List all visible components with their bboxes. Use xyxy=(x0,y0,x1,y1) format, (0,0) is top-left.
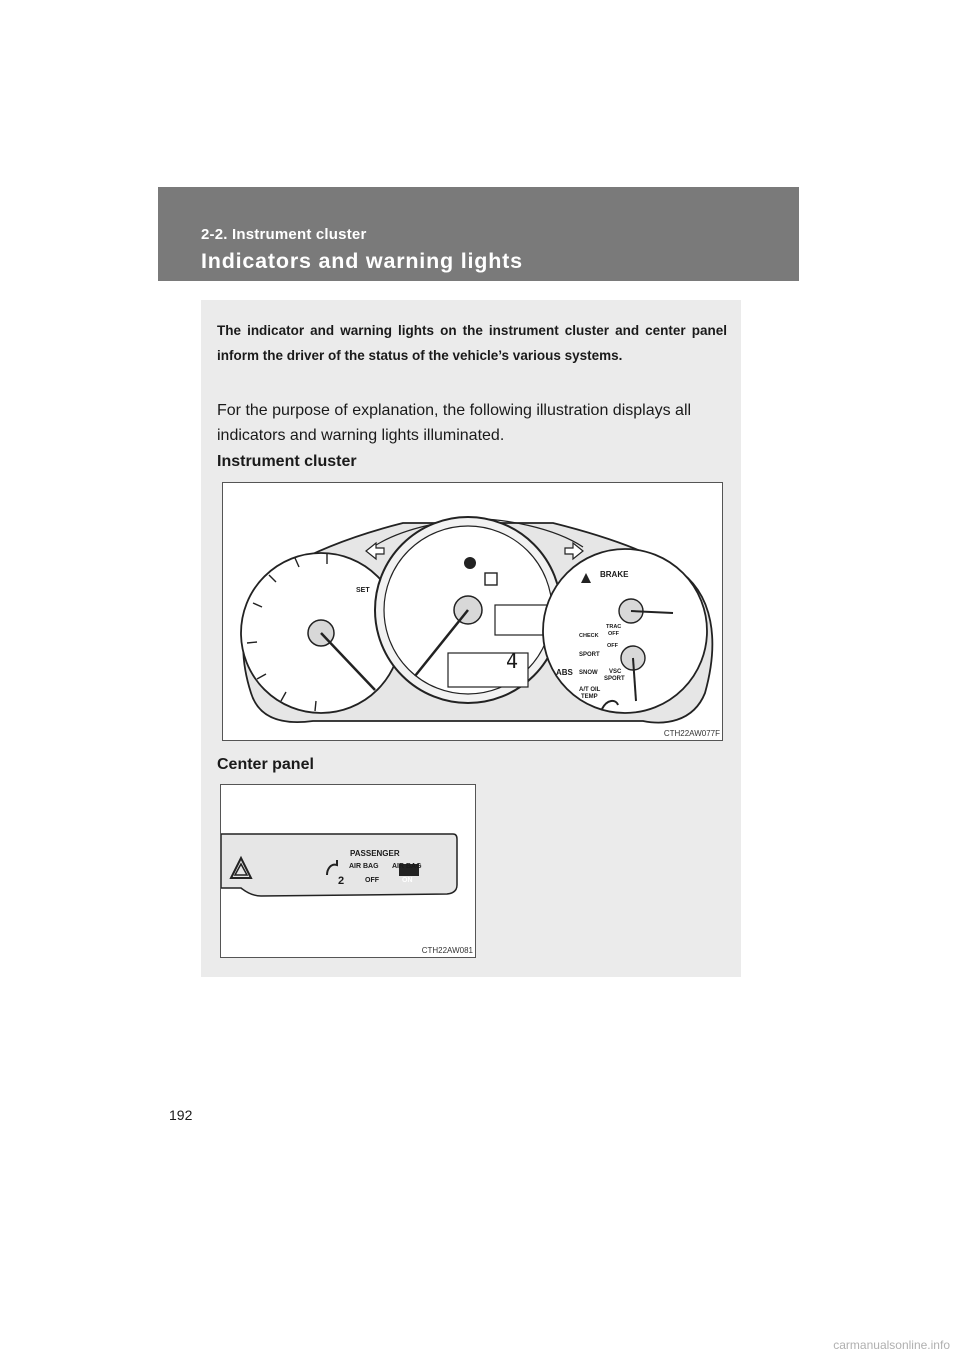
set-label: SET xyxy=(356,587,370,594)
instrument-cluster-figure xyxy=(222,482,723,741)
passenger-label: PASSENGER xyxy=(350,849,400,858)
odometer-display xyxy=(495,605,547,635)
sport-label: SPORT xyxy=(579,652,600,658)
snow-label: SNOW xyxy=(579,670,598,676)
airbag-label-left: AIR BAG xyxy=(349,863,379,870)
center-panel-heading: Center panel xyxy=(217,756,314,773)
instrument-cluster-heading: Instrument cluster xyxy=(217,453,357,470)
seat-number: 2 xyxy=(338,875,345,887)
abs-label: ABS xyxy=(556,668,573,677)
trac-off-label: OFF xyxy=(608,631,619,637)
center-panel-illustration xyxy=(221,785,476,958)
page-title: Indicators and warning lights xyxy=(201,249,523,273)
airbag-off-label: OFF xyxy=(365,877,379,884)
airbag-label-right: AIR BAG xyxy=(392,863,422,870)
section-label: 2-2. Instrument cluster xyxy=(201,226,367,243)
airbag-on-label: ON xyxy=(402,877,413,884)
trac-label: TRAC xyxy=(606,624,622,630)
intro-bold-text: The indicator and warning lights on the instrument cluster and center panel inform the driver of the status of the vehicle’s various systems. xyxy=(217,323,727,363)
vsc-off-label: OFF xyxy=(607,643,618,649)
intro-normal-text: For the purpose of explanation, the following illustration displays all indicators and warning lights illuminated. xyxy=(217,402,692,444)
vsc-label: VSC xyxy=(609,669,622,675)
vsc-sport-label: SPORT xyxy=(604,676,625,682)
temp-label: TEMP xyxy=(581,694,598,700)
page-number: 192 xyxy=(169,1107,193,1123)
center-figure-code: CTH22AW081 xyxy=(421,946,473,955)
brake-label: BRAKE xyxy=(600,570,629,579)
at-oil-label: A/T OIL xyxy=(579,687,601,693)
slip-indicator-icon xyxy=(485,573,497,585)
instrument-cluster-illustration xyxy=(223,483,723,741)
watermark: carmanualsonline.info xyxy=(833,1338,950,1352)
check-label: CHECK xyxy=(579,633,599,639)
cruise-light-icon xyxy=(464,557,476,569)
gear-digit: 4 xyxy=(506,649,519,673)
center-panel-figure xyxy=(220,784,476,958)
cluster-figure-code: CTH22AW077F xyxy=(663,729,720,738)
